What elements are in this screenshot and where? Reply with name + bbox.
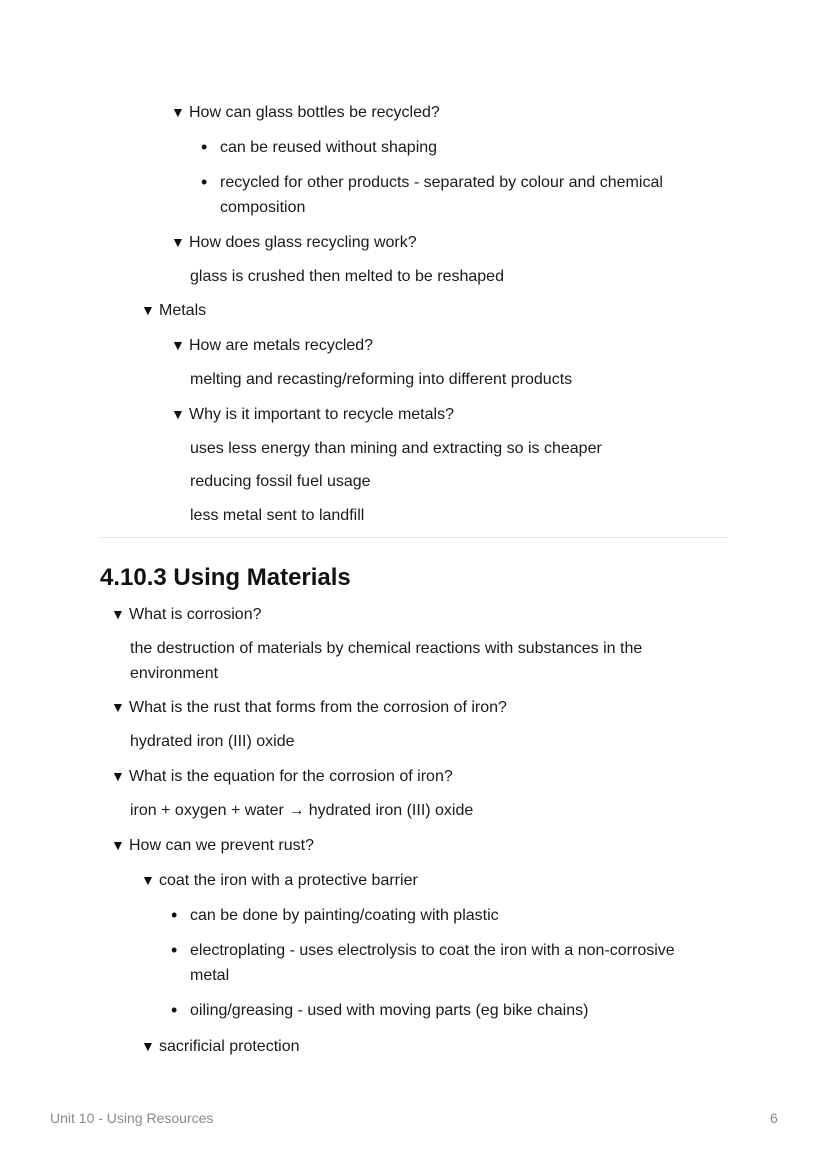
list-item-cont: composition <box>220 199 306 216</box>
triangle-down-icon: ▼ <box>171 337 185 353</box>
triangle-down-icon: ▼ <box>171 406 185 422</box>
answer-text: iron + oxygen + water → hydrated iron (III) oxide <box>130 802 474 819</box>
triangle-down-icon: ▼ <box>111 606 125 622</box>
list-item: electroplating - uses electrolysis to coat the iron with a non-corrosive <box>190 942 675 959</box>
bullet-icon: • <box>171 905 178 925</box>
toggle-sacrificial[interactable]: ▼ sacrificial protection <box>141 1034 300 1059</box>
bullet-icon: • <box>201 172 208 192</box>
footer-title: Unit 10 - Using Resources <box>50 1110 214 1126</box>
answer-text-cont: environment <box>130 665 219 682</box>
section-heading: 4.10.3 Using Materials <box>100 564 351 591</box>
triangle-down-icon: ▼ <box>111 837 125 853</box>
toggle-metals-important[interactable]: ▼ Why is it important to recycle metals? <box>171 402 454 427</box>
toggle-glass-how[interactable]: ▼ How does glass recycling work? <box>171 230 417 255</box>
answer-text: glass is crushed then melted to be reshaped <box>190 268 504 285</box>
list-item: can be done by painting/coating with plastic <box>190 907 499 924</box>
toggle-equation[interactable]: ▼ What is the equation for the corrosion of iron? <box>111 764 453 789</box>
list-item: oiling/greasing - used with moving parts (eg bike chains) <box>190 1002 589 1019</box>
list-item: recycled for other products - separated by colour and chemical <box>220 174 663 191</box>
toggle-prevent[interactable]: ▼ How can we prevent rust? <box>111 833 314 858</box>
toggle-metals[interactable]: ▼ Metals <box>141 298 206 323</box>
answer-text: reducing fossil fuel usage <box>190 473 371 490</box>
list-item: can be reused without shaping <box>220 139 438 156</box>
triangle-down-icon: ▼ <box>111 768 125 784</box>
answer-text: melting and recasting/reforming into different products <box>190 371 573 388</box>
divider <box>100 537 728 538</box>
toggle-coat[interactable]: ▼ coat the iron with a protective barrier <box>141 868 418 893</box>
answer-text: the destruction of materials by chemical reactions with substances in the <box>130 640 643 657</box>
answer-text: uses less energy than mining and extracting so is cheaper <box>190 440 602 457</box>
triangle-down-icon: ▼ <box>171 104 185 120</box>
triangle-down-icon: ▼ <box>141 1038 155 1054</box>
page-number: 6 <box>770 1110 778 1126</box>
triangle-down-icon: ▼ <box>171 234 185 250</box>
toggle-glass-recycle[interactable]: ▼ How can glass bottles be recycled? <box>171 100 440 125</box>
toggle-corrosion[interactable]: ▼ What is corrosion? <box>111 602 262 627</box>
bullet-icon: • <box>171 940 178 960</box>
answer-text: less metal sent to landfill <box>190 507 365 524</box>
toggle-rust[interactable]: ▼ What is the rust that forms from the corrosion of iron? <box>111 695 507 720</box>
bullet-icon: • <box>201 137 208 157</box>
bullet-icon: • <box>171 1000 178 1020</box>
triangle-down-icon: ▼ <box>111 699 125 715</box>
toggle-metals-recycled[interactable]: ▼ How are metals recycled? <box>171 333 373 358</box>
triangle-down-icon: ▼ <box>141 302 155 318</box>
answer-text: hydrated iron (III) oxide <box>130 733 295 750</box>
triangle-down-icon: ▼ <box>141 872 155 888</box>
list-item-cont: metal <box>190 967 230 984</box>
